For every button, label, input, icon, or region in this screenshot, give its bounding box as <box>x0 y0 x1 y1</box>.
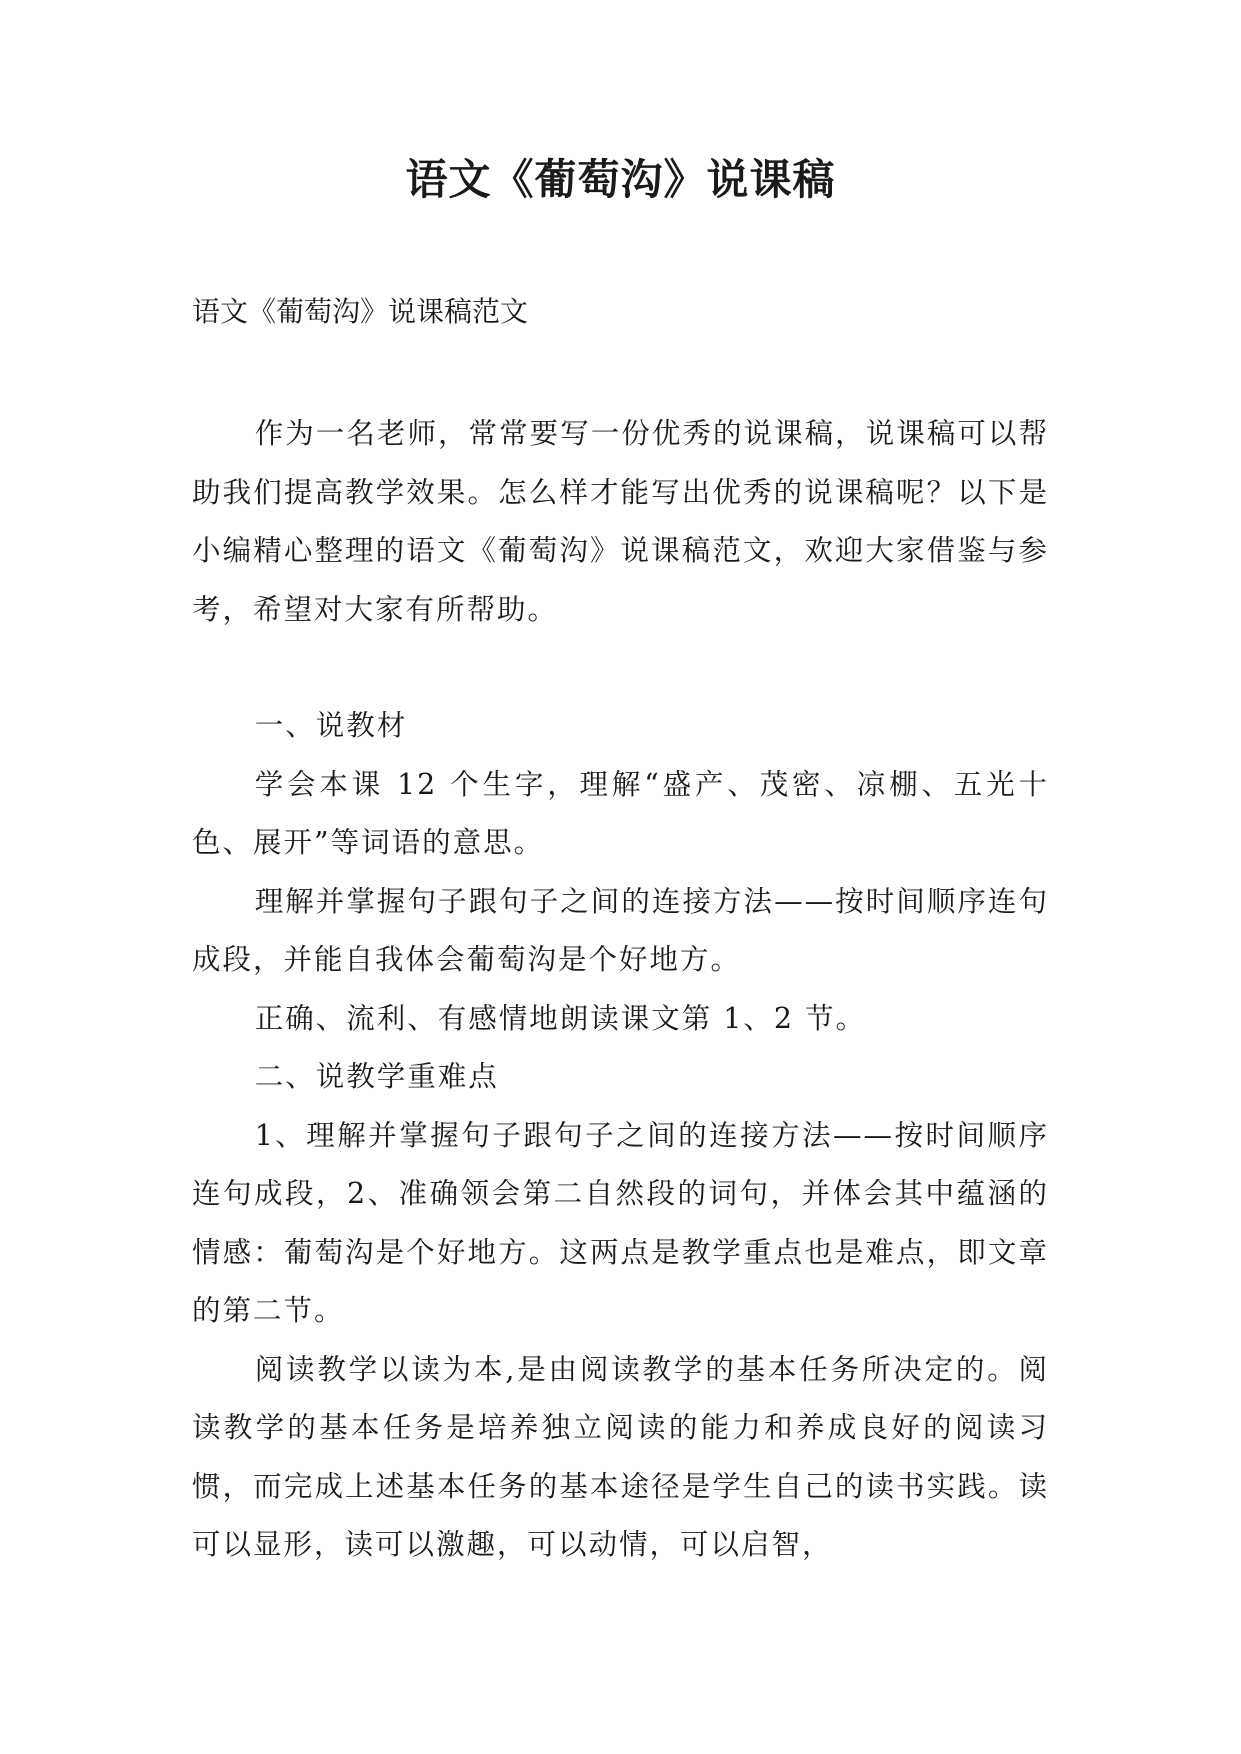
document-subtitle: 语文《葡萄沟》说课稿范文 <box>192 295 529 328</box>
document-body <box>192 405 1049 1575</box>
body-paragraph: 阅读教学以读为本,是由阅读教学的基本任务所决定的。阅读教学的基本任务是培养独立阅读的能力和养成良好的阅读习惯，而完成上述基本任务的基本途径是学生自己的读书实践。读可以显形，读可以激趣，可以动情，可以启智， <box>192 1352 1049 1561</box>
section-heading-key-points: 二、说教学重难点 <box>254 1060 499 1093</box>
body-paragraph: 正确、流利、有感情地朗读课文第 1、2 节。 <box>254 1001 867 1035</box>
body-paragraph: 1、理解并掌握句子跟句子之间的连接方法——按时间顺序连句成段，2、准确领会第二自然段的词句，并体会其中蕴涵的情感：葡萄沟是个好地方。这两点是教学重点也是难点，即文章的第二节。 <box>192 1118 1049 1327</box>
body-paragraph: 学会本课 12 个生字，理解“盛产、茂密、凉棚、五光十色、展开”等词语的意思。 <box>192 767 1049 859</box>
section-heading-textbook: 一、说教材 <box>254 709 408 742</box>
body-paragraph: 理解并掌握句子跟句子之间的连接方法——按时间顺序连句成段，并能自我体会葡萄沟是个好地方。 <box>192 884 1049 976</box>
document-title: 语文《葡萄沟》说课稿 <box>405 155 836 204</box>
intro-paragraph: 作为一名老师，常常要写一份优秀的说课稿，说课稿可以帮助我们提高教学效果。怎么样才能写出优秀的说课稿呢？以下是小编精心整理的语文《葡萄沟》说课稿范文，欢迎大家借鉴与参考，希望对大家有所帮助。 <box>192 417 1049 626</box>
